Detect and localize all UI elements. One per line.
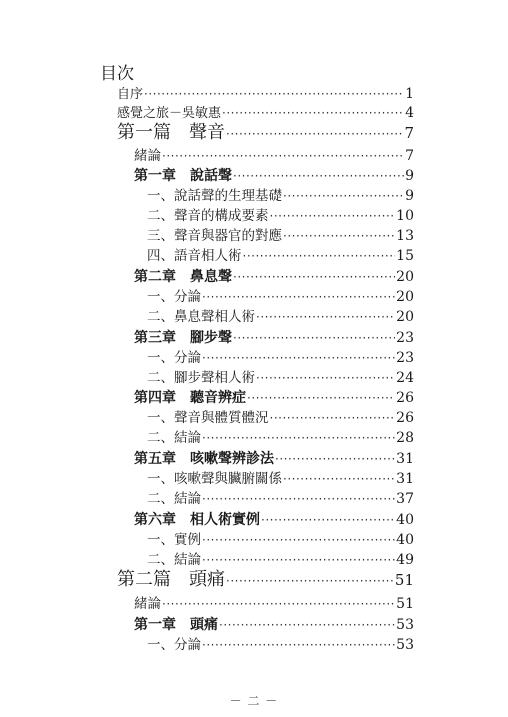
- toc-entry-intro: [134, 147, 414, 165]
- toc-entry-page-number: 7: [404, 124, 414, 142]
- toc-entry-title: 第一篇 聲音: [117, 122, 225, 143]
- toc-entry-page-number: 31: [396, 451, 414, 467]
- dot-leader: [233, 167, 404, 185]
- dot-leader: [222, 104, 404, 122]
- toc-entry-sec: [147, 409, 414, 427]
- dot-leader: [247, 389, 395, 407]
- toc-entry-sec: [147, 470, 414, 488]
- toc-entry-sec: [147, 531, 414, 549]
- toc-entry-sec: [147, 636, 414, 654]
- toc-entry-page-number: 9: [405, 168, 414, 184]
- dot-leader: [283, 227, 395, 245]
- dot-leader: [233, 268, 395, 286]
- toc-entry-sec: [147, 187, 414, 205]
- toc-entry-chap: [134, 511, 414, 529]
- toc-entry-chap: [134, 329, 414, 347]
- toc-entry-sec: [147, 227, 414, 245]
- toc-entry-title: 第一章 頭痛: [134, 617, 218, 633]
- toc-entry-title: 一、聲音與體質體況: [147, 410, 269, 426]
- dot-leader: [162, 595, 395, 613]
- toc-entry-page-number: 31: [396, 471, 414, 487]
- toc-entry-chap: [134, 268, 414, 286]
- toc-entry-title: 二、結論: [147, 552, 201, 568]
- dot-leader: [256, 308, 395, 326]
- toc-entry-sec: [147, 429, 414, 447]
- toc-entry-title: 第二章 鼻息聲: [134, 269, 232, 285]
- dot-leader: [226, 572, 394, 590]
- toc-entry-page-number: 23: [396, 350, 414, 366]
- toc-entry-title: 第二篇 頭痛: [117, 569, 225, 590]
- toc-entry-page-number: 28: [396, 430, 414, 446]
- toc-entry-page-number: 23: [396, 330, 414, 346]
- toc-entry-page-number: 40: [396, 512, 414, 528]
- dot-leader: [162, 147, 404, 165]
- toc-entry-title: 二、鼻息聲相人術: [147, 309, 255, 325]
- toc-entry-title: 感覺之旅－吳敏惠: [117, 106, 222, 121]
- dot-leader: [256, 369, 395, 387]
- toc-entry-page-number: 40: [396, 532, 414, 548]
- toc-entry-title: 四、語音相人術: [147, 248, 242, 264]
- toc-entry-page-number: 53: [396, 637, 414, 653]
- toc-entry-front: [117, 104, 414, 123]
- dot-leader: [219, 616, 395, 634]
- toc-entry-page-number: 53: [396, 617, 414, 633]
- dot-leader: [202, 551, 395, 569]
- toc-entry-page-number: 51: [394, 571, 414, 589]
- toc-entry-chap: [134, 167, 414, 185]
- toc-entry-part: [117, 571, 414, 590]
- toc-entry-title: 一、咳嗽聲與臟腑關係: [147, 471, 282, 487]
- toc-entry-title: 二、結論: [147, 430, 201, 446]
- dot-leader: [270, 409, 396, 427]
- toc-entry-page-number: 7: [405, 148, 414, 164]
- toc-entry-title: 第六章 相人術實例: [134, 512, 260, 528]
- toc-entry-chap: [134, 450, 414, 468]
- page-number-footer: － 二 －: [229, 694, 279, 708]
- dot-leader: [243, 247, 396, 265]
- toc-entry-title: 一、分論: [147, 350, 201, 366]
- toc-entry-title: 自序: [117, 87, 144, 102]
- toc-entry-page-number: 10: [396, 208, 414, 224]
- toc-entry-title: 二、腳步聲相人術: [147, 370, 255, 386]
- toc-entry-front: [117, 85, 414, 104]
- toc-entry-page-number: 26: [396, 390, 414, 406]
- toc-entry-sec: [147, 490, 414, 508]
- toc-entry-sec: [147, 207, 414, 225]
- toc-entry-title: 第三章 腳步聲: [134, 330, 232, 346]
- toc-entry-page-number: 20: [396, 269, 414, 285]
- toc-entry-intro: [134, 595, 414, 613]
- toc-entry-title: 一、實例: [147, 532, 201, 548]
- dot-leader: [261, 511, 395, 529]
- toc-entry-sec: [147, 247, 414, 265]
- toc-entry-sec: [147, 349, 414, 367]
- toc-entry-title: 一、分論: [147, 289, 201, 305]
- toc-entry-page-number: 20: [396, 309, 414, 325]
- dot-leader: [270, 207, 396, 225]
- toc-entry-title: 二、聲音的構成要素: [147, 208, 269, 224]
- toc-entry-sec: [147, 288, 414, 306]
- dot-leader: [202, 349, 395, 367]
- toc-entry-title: 二、結論: [147, 491, 201, 507]
- dot-leader: [226, 125, 403, 143]
- toc-entry-page-number: 26: [396, 410, 414, 426]
- dot-leader: [202, 531, 395, 549]
- toc-entry-page-number: 49: [396, 552, 414, 568]
- toc-entry-title: 三、聲音與器官的對應: [147, 228, 282, 244]
- toc-entry-page-number: 1: [405, 86, 414, 102]
- toc-entry-page-number: 15: [396, 248, 414, 264]
- toc-entry-title: 第五章 咳嗽聲辨診法: [134, 451, 274, 467]
- toc-entry-chap: [134, 389, 414, 407]
- toc-entry-title: 一、分論: [147, 637, 201, 653]
- toc-entry-page-number: 4: [405, 105, 414, 121]
- toc-entry-part: [117, 124, 414, 143]
- toc-entry-title: 緒論: [134, 596, 161, 612]
- toc-entry-title: 第四章 聽音辨症: [134, 390, 246, 406]
- toc-entry-title: 緒論: [134, 148, 161, 164]
- dot-leader: [283, 187, 404, 205]
- toc-entry-page-number: 51: [396, 596, 414, 612]
- toc-entry-page-number: 37: [396, 491, 414, 507]
- toc-entry-title: 一、說話聲的生理基礎: [147, 188, 282, 204]
- toc-entry-page-number: 13: [396, 228, 414, 244]
- toc-entry-page-number: 20: [396, 289, 414, 305]
- dot-leader: [275, 450, 395, 468]
- toc-entry-sec: [147, 369, 414, 387]
- dot-leader: [283, 470, 395, 488]
- toc-entry-sec: [147, 551, 414, 569]
- dot-leader: [202, 490, 395, 508]
- toc-entry-chap: [134, 616, 414, 634]
- dot-leader: [233, 329, 395, 347]
- toc-entry-sec: [147, 308, 414, 326]
- toc-entry-title: 第一章 說話聲: [134, 168, 232, 184]
- dot-leader: [144, 85, 404, 103]
- dot-leader: [202, 636, 395, 654]
- toc-entry-page-number: 9: [405, 188, 414, 204]
- toc-entry-page-number: 24: [396, 370, 414, 386]
- dot-leader: [202, 429, 395, 447]
- toc-title: 目次: [100, 64, 134, 84]
- dot-leader: [202, 288, 395, 306]
